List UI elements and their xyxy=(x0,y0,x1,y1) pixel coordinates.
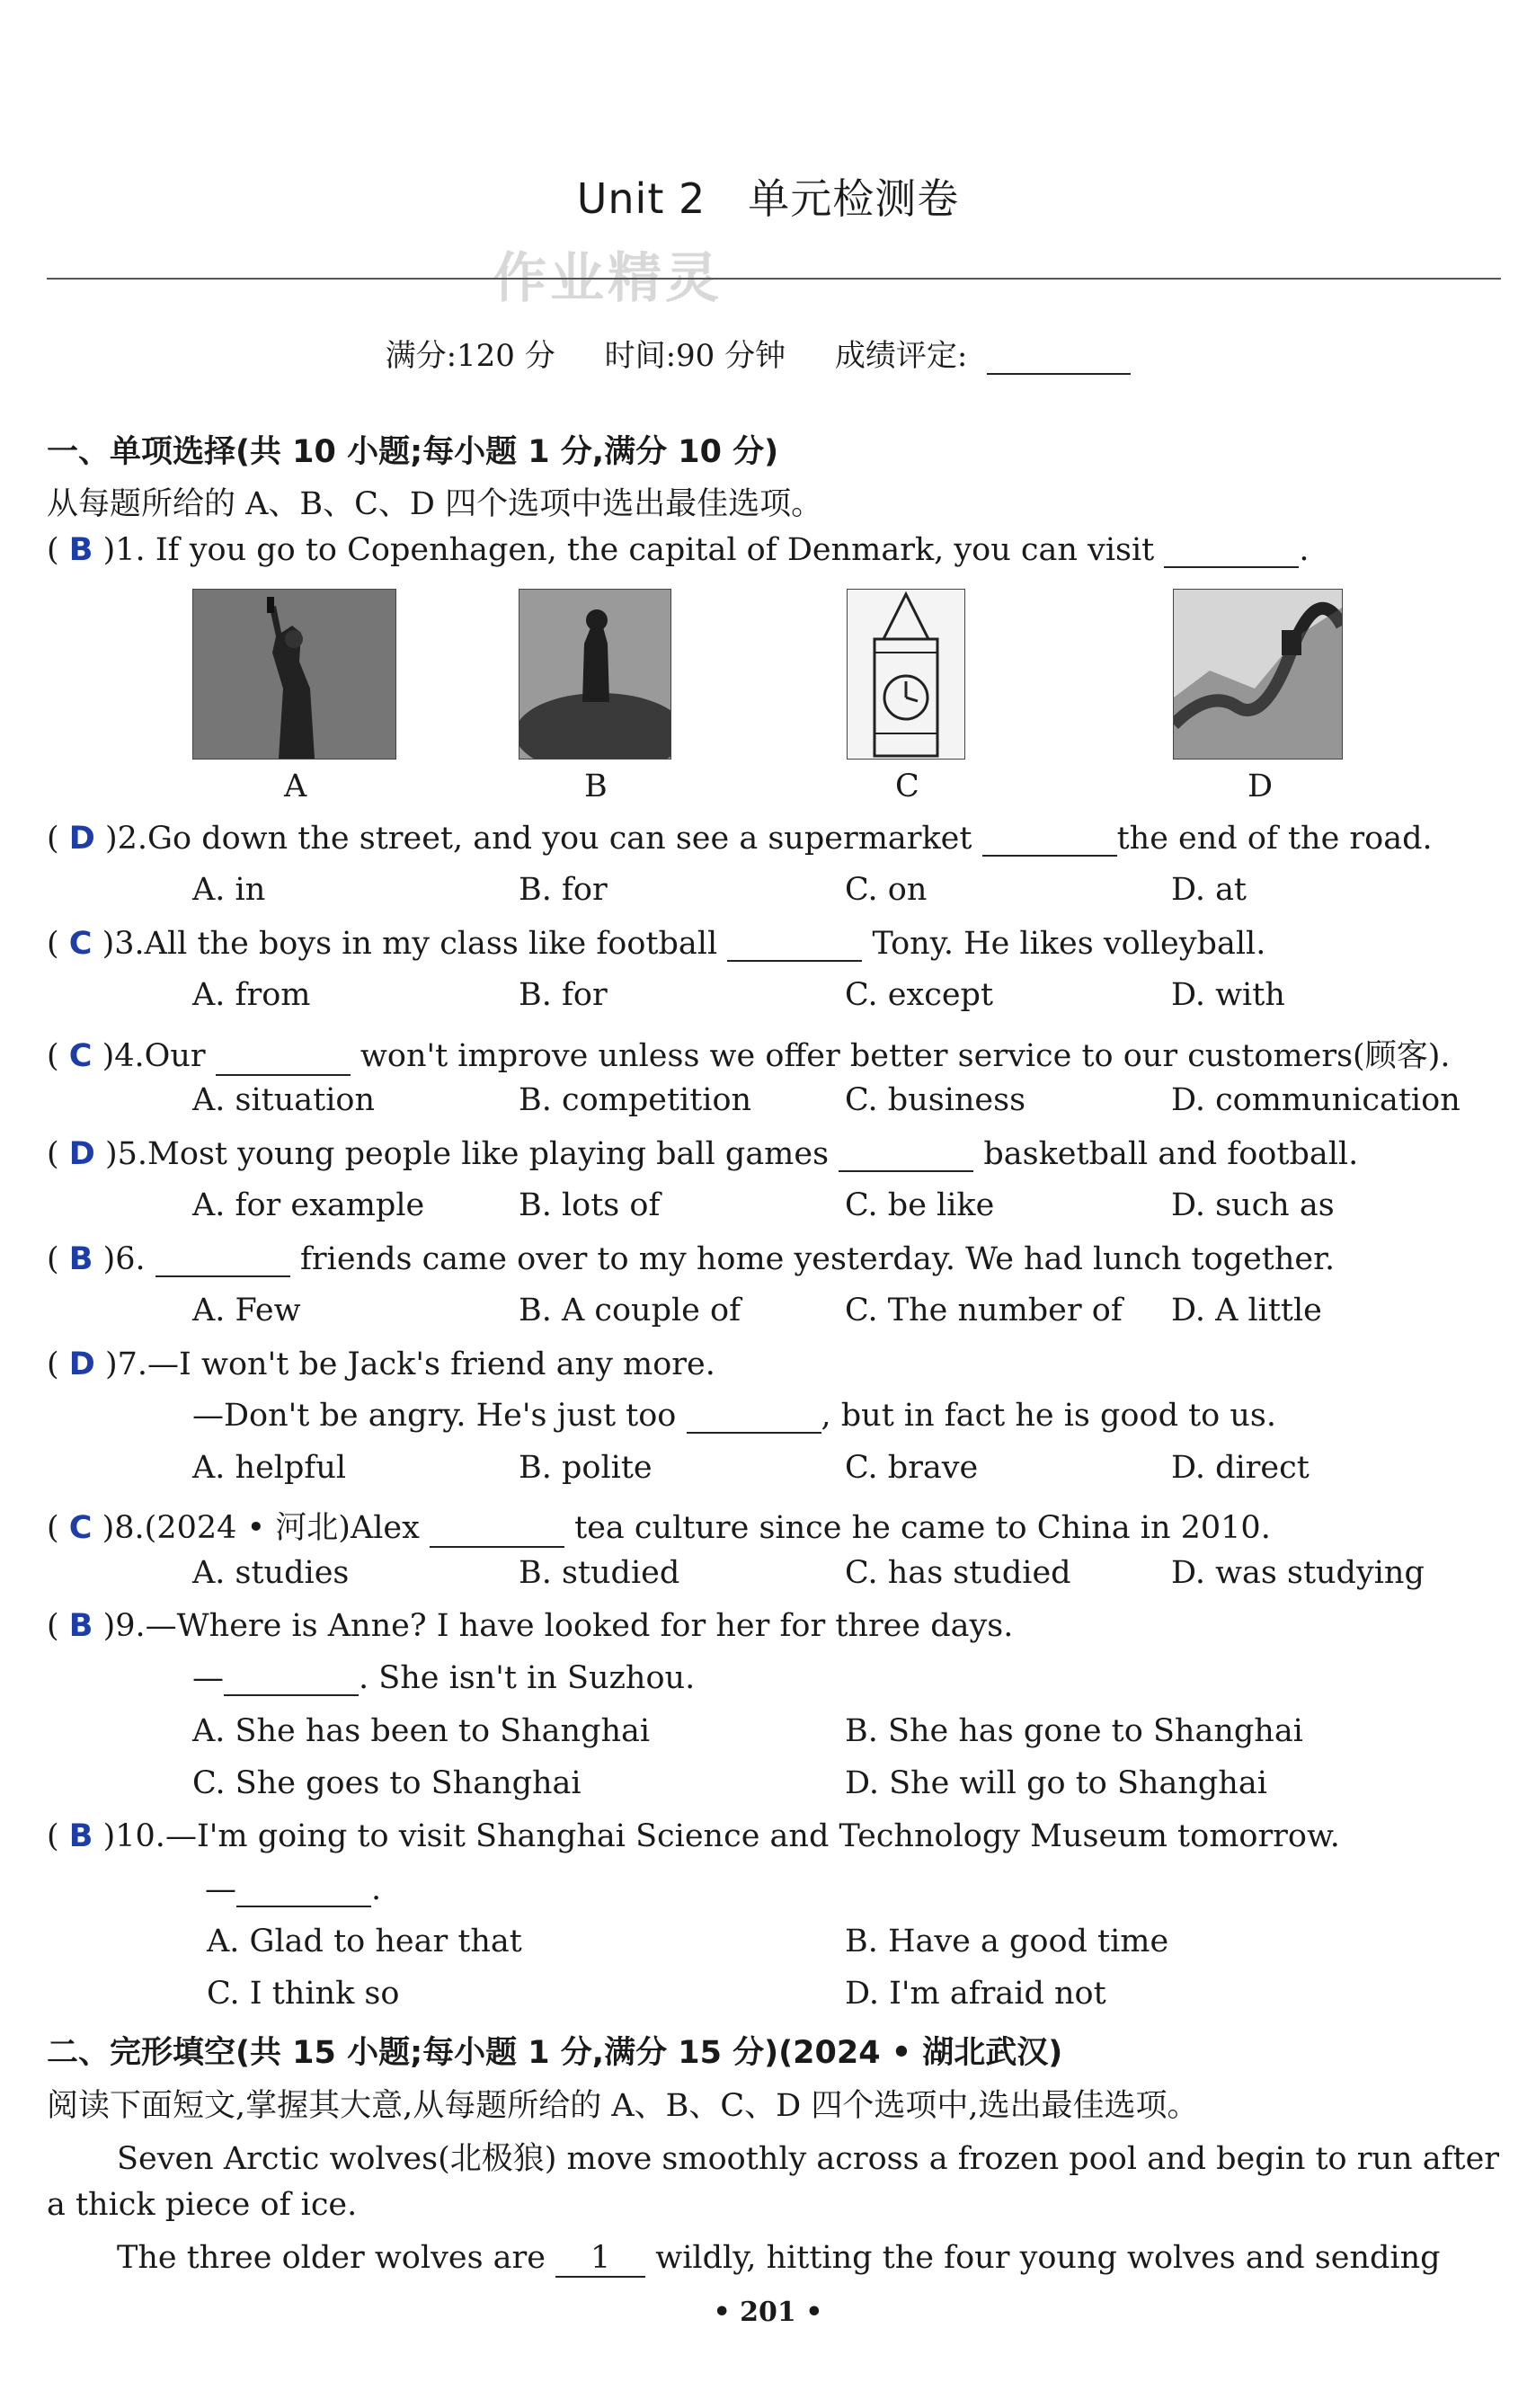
option: C. brave xyxy=(845,1450,979,1486)
question-2: ( D )2.Go down the street, and you can see a supermarket the end of the road. xyxy=(47,821,1433,857)
answer-4: C xyxy=(68,1038,93,1074)
picture-label-a: A xyxy=(284,769,307,804)
blank[interactable] xyxy=(216,1047,351,1076)
section2-instruction: 阅读下面短文,掌握其大意,从每题所给的 A、B、C、D 四个选项中,选出最佳选项。 xyxy=(47,2088,1199,2124)
q-num: )5. xyxy=(104,1136,148,1172)
answer-2: D xyxy=(68,821,95,857)
q-stem: —I won't be Jack's friend any more. xyxy=(147,1346,715,1382)
answer-8: C xyxy=(68,1510,93,1546)
option: A. studies xyxy=(192,1555,350,1591)
question-3: ( C )3.All the boys in my class like football Tony. He likes volleyball. xyxy=(47,926,1266,962)
option: A. from xyxy=(192,977,311,1013)
option: B. lots of xyxy=(519,1187,661,1223)
picture-d-great-wall xyxy=(1173,589,1343,760)
grade-blank[interactable] xyxy=(987,346,1131,375)
question-9: ( B )9.—Where is Anne? I have looked for her for three days. xyxy=(47,1608,1014,1644)
option: C. business xyxy=(845,1082,1026,1118)
option: B. competition xyxy=(519,1082,752,1118)
section1-instruction: 从每题所给的 A、B、C、D 四个选项中选出最佳选项。 xyxy=(47,486,823,522)
option: D. with xyxy=(1171,977,1285,1013)
option: C. She goes to Shanghai xyxy=(192,1765,582,1801)
q-stem: Go down the street, and you can see a supermarket xyxy=(147,821,972,857)
question-9-reply xyxy=(192,1660,695,1696)
picture-c-big-ben xyxy=(847,589,965,760)
blank[interactable] xyxy=(687,1405,821,1434)
page-title: Unit 2 单元检测卷 xyxy=(576,174,960,223)
question-1: ( B )1. If you go to Copenhagen, the capital of Denmark, you can visit . xyxy=(47,532,1310,568)
question-7-reply xyxy=(192,1398,1276,1434)
passage-line xyxy=(117,2240,1441,2278)
question-5: ( D )5.Most young people like playing ball games basketball and football. xyxy=(47,1136,1359,1172)
passage-text: wildly, hitting the four young wolves and sending xyxy=(655,2240,1441,2276)
option: D. at xyxy=(1171,872,1247,908)
answer-9: B xyxy=(68,1608,93,1644)
option: B. A couple of xyxy=(519,1293,741,1328)
picture-label-d: D xyxy=(1247,769,1274,804)
q-num: )10. xyxy=(102,1818,165,1854)
option: C. I think so xyxy=(207,1976,400,2012)
option: C. except xyxy=(845,977,994,1013)
q-num: )1. xyxy=(102,532,146,568)
q-num: )2. xyxy=(104,821,148,857)
cloze-blank-1[interactable]: 1 xyxy=(555,2240,645,2278)
answer-10: B xyxy=(68,1818,93,1854)
q-stem: — xyxy=(205,1871,236,1907)
question-10: ( B )10.—I'm going to visit Shanghai Science and Technology Museum tomorrow. xyxy=(47,1818,1340,1854)
q-stem: If you go to Copenhagen, the capital of Denmark, you can visit xyxy=(155,532,1155,568)
picture-label-c: C xyxy=(895,769,919,804)
blank[interactable] xyxy=(430,1519,564,1548)
q-stem-end: . xyxy=(1299,532,1310,568)
question-8: ( C )8.(2024 • 河北)Alex tea culture since he came to China in 2010. xyxy=(47,1510,1271,1546)
q-num: )8. xyxy=(102,1510,145,1546)
section1-title: 一、单项选择(共 10 小题;每小题 1 分,满分 10 分) xyxy=(47,434,779,470)
option: C. has studied xyxy=(845,1555,1071,1591)
q-stem: — xyxy=(192,1660,224,1696)
question-4: ( C )4.Our won't improve unless we offer better service to our customers(顾客). xyxy=(47,1038,1451,1074)
q-stem: Our xyxy=(144,1038,206,1074)
blank[interactable] xyxy=(727,933,862,962)
option: A. situation xyxy=(192,1082,376,1118)
page-number: • 201 • xyxy=(713,2297,823,2328)
option: C. The number of xyxy=(845,1293,1123,1328)
blank[interactable] xyxy=(155,1248,290,1277)
title-divider xyxy=(47,278,1501,280)
q-num: )9. xyxy=(102,1608,146,1644)
option: D. was studying xyxy=(1171,1555,1425,1591)
answer-1: B xyxy=(68,532,93,568)
option: C. be like xyxy=(845,1187,995,1223)
answer-3: C xyxy=(68,926,93,962)
option: B. for xyxy=(519,977,608,1013)
option: B. studied xyxy=(519,1555,680,1591)
answer-7: D xyxy=(68,1346,95,1382)
q-stem-end: . xyxy=(371,1871,382,1907)
full-score: 满分:120 分 xyxy=(385,338,555,374)
picture-a-statue-of-liberty xyxy=(192,589,396,760)
blank[interactable] xyxy=(982,828,1117,857)
option: A. for example xyxy=(192,1187,425,1223)
option: A. Few xyxy=(192,1293,301,1328)
passage-line: Seven Arctic wolves(北极狼) move smoothly across a frozen pool and begin to run after xyxy=(117,2141,1500,2177)
q-stem-end: won't improve unless we offer better service to our customers(顾客). xyxy=(360,1038,1451,1074)
passage-line: a thick piece of ice. xyxy=(47,2187,358,2223)
blank[interactable] xyxy=(224,1667,359,1696)
option: D. I'm afraid not xyxy=(845,1976,1106,2012)
q-stem: —Where is Anne? I have looked for her for three days. xyxy=(145,1608,1014,1644)
section2-title: 二、完形填空(共 15 小题;每小题 1 分,满分 15 分)(2024 • 湖北武汉) xyxy=(47,2035,1063,2071)
question-6: ( B )6. friends came over to my home yesterday. We had lunch together. xyxy=(47,1241,1336,1277)
score-info xyxy=(0,331,1536,375)
option: B. She has gone to Shanghai xyxy=(845,1713,1303,1749)
option: B. Have a good time xyxy=(845,1924,1169,1959)
q-stem-end: . She isn't in Suzhou. xyxy=(359,1660,696,1696)
q-num: )4. xyxy=(102,1038,145,1074)
q-stem-end: basketball and football. xyxy=(983,1136,1359,1172)
q-stem: All the boys in my class like football xyxy=(144,926,718,962)
passage-text: The three older wolves are xyxy=(117,2240,546,2276)
option: D. She will go to Shanghai xyxy=(845,1765,1267,1801)
q-stem-end: the end of the road. xyxy=(1116,821,1433,857)
q-stem-end: friends came over to my home yesterday. We had lunch together. xyxy=(299,1241,1336,1277)
option: A. Glad to hear that xyxy=(207,1924,522,1959)
answer-6: B xyxy=(68,1241,93,1277)
question-10-reply xyxy=(205,1871,381,1907)
q-stem-end: , but in fact he is good to us. xyxy=(821,1398,1276,1434)
option: D. A little xyxy=(1171,1293,1322,1328)
option: D. communication xyxy=(1171,1082,1461,1118)
blank[interactable] xyxy=(236,1879,371,1907)
q-num: )7. xyxy=(104,1346,148,1382)
q-stem-end: tea culture since he came to China in 2010. xyxy=(574,1510,1271,1546)
blank[interactable] xyxy=(1164,539,1299,568)
q-stem-end: Tony. He likes volleyball. xyxy=(872,926,1266,962)
q-stem: Most young people like playing ball games xyxy=(147,1136,830,1172)
q-num: )3. xyxy=(102,926,145,962)
option: A. helpful xyxy=(192,1450,347,1486)
option: B. polite xyxy=(519,1450,653,1486)
q-num: )6. xyxy=(102,1241,146,1277)
q-stem: —Don't be angry. He's just too xyxy=(192,1398,677,1434)
picture-label-b: B xyxy=(584,769,608,804)
grade-field xyxy=(835,338,1150,374)
option: C. on xyxy=(845,872,928,908)
option: D. such as xyxy=(1171,1187,1335,1223)
answer-5: D xyxy=(68,1136,95,1172)
blank[interactable] xyxy=(839,1143,973,1172)
grade-label: 成绩评定: xyxy=(834,338,968,374)
picture-b-little-mermaid xyxy=(519,589,671,760)
option: D. direct xyxy=(1171,1450,1310,1486)
time-limit: 时间:90 分钟 xyxy=(604,338,786,374)
q-stem: (2024 • 河北)Alex xyxy=(144,1510,420,1546)
question-7: ( D )7.—I won't be Jack's friend any more. xyxy=(47,1346,715,1382)
option: A. in xyxy=(192,872,266,908)
q-stem: —I'm going to visit Shanghai Science and Technology Museum tomorrow. xyxy=(164,1818,1340,1854)
watermark: 作业精灵 xyxy=(493,247,723,310)
option: A. She has been to Shanghai xyxy=(192,1713,651,1749)
option: B. for xyxy=(519,872,608,908)
